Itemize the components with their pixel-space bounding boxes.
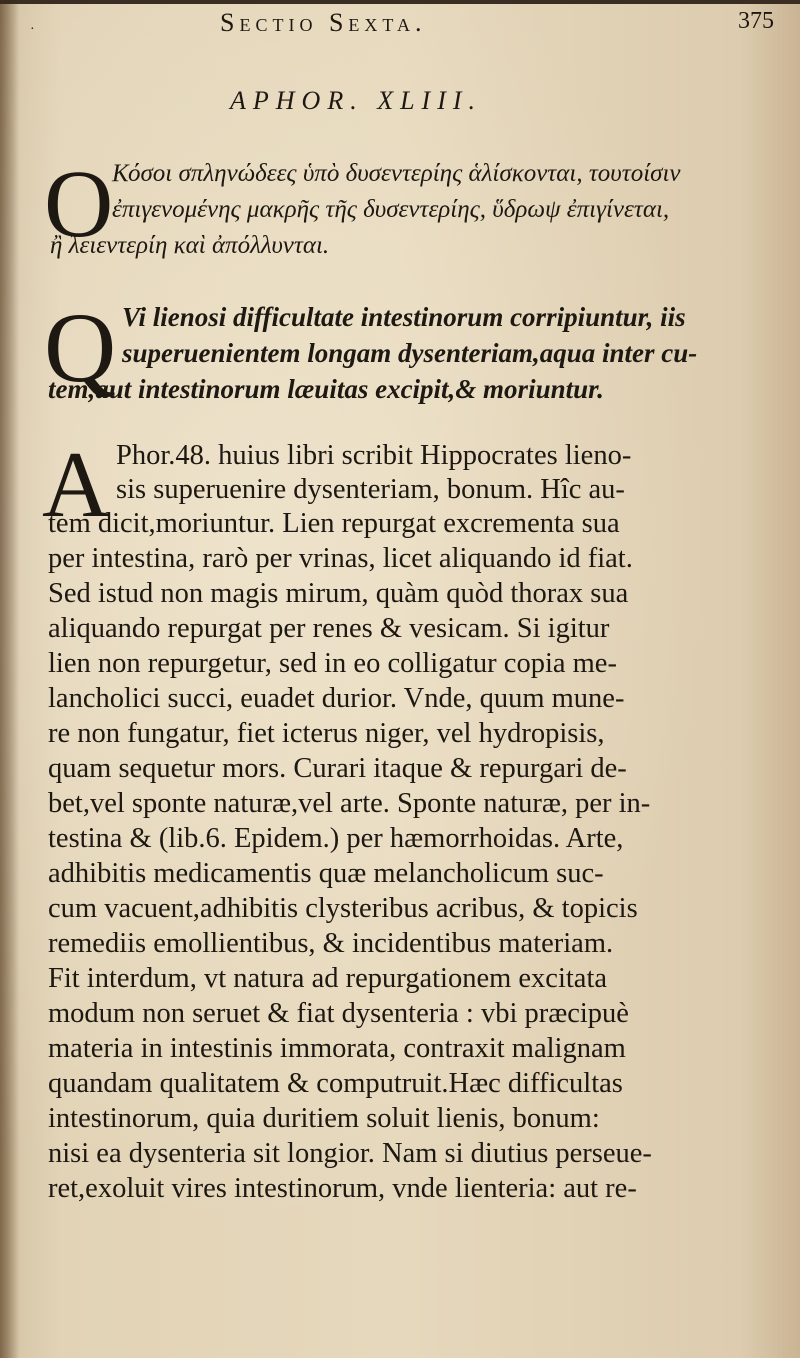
commentary-line: Phor.48. huius libri scribit Hippocrates lieno- <box>116 440 632 471</box>
commentary-line: aliquando repurgat per renes & vesicam. Si igitur <box>48 613 610 644</box>
commentary-line: Sed istud non magis mirum, quàm quòd thorax sua <box>48 578 629 609</box>
latin-line: Vi lienosi difficultate intestinorum corripiuntur, iis <box>122 302 686 332</box>
commentary-line: modum non seruet & fiat dysenteria : vbi præcipuè <box>48 998 629 1029</box>
aphorism-title: APHOR. XLIII. <box>230 86 483 115</box>
commentary-line: materia in intestinis immorata, contraxit malignam <box>48 1033 626 1064</box>
greek-line: Κόσοι σπληνώδεες ὑπὸ δυσεντερίης ἁλίσκονται, τουτοίσιν <box>112 160 681 187</box>
page-number: 375 <box>738 8 774 34</box>
greek-line: ἐπιγενομένης μακρῆς τῆς δυσεντερίης, ὕδρωψ ἐπιγίνεται, <box>112 196 670 223</box>
running-head-mark: · <box>30 22 35 37</box>
running-head-title: Sectio Sexta. <box>220 8 427 37</box>
commentary-line: sis superuenire dysenteriam, bonum. Hîc au- <box>116 474 625 505</box>
commentary-line: bet,vel sponte naturæ,vel arte. Sponte naturæ, per in- <box>48 788 651 819</box>
commentary-line: re non fungatur, fiet icterus niger, vel hydropisis, <box>48 718 605 749</box>
commentary-line: tem dicit,moriuntur. Lien repurgat excrementa sua <box>48 508 620 539</box>
commentary-line: nisi ea dysenteria sit longior. Nam si diutius perseue- <box>48 1138 652 1169</box>
commentary-line: quam sequetur mors. Curari itaque & repurgari de- <box>48 753 627 784</box>
commentary-line: intestinorum, quia duritiem soluit lienis, bonum: <box>48 1103 600 1134</box>
commentary-line: cum vacuent,adhibitis clysteribus acribus, & topicis <box>48 893 638 924</box>
commentary-line: per intestina, rarò per vrinas, licet aliquando id fiat. <box>48 543 633 574</box>
commentary-drop-cap: A <box>42 433 110 537</box>
greek-drop-cap: O <box>44 150 114 257</box>
commentary-line: lien non repurgetur, sed in eo colligatur copia me- <box>48 648 617 679</box>
greek-line: ἢ λειεντερίη καὶ ἀπόλλυνται. <box>50 232 330 259</box>
latin-line: tem,aut intestinorum læuitas excipit,& moriuntur. <box>48 374 604 404</box>
commentary-line: lancholici succi, euadet durior. Vnde, quum mune- <box>48 683 625 714</box>
latin-line: superuenientem longam dysenteriam,aqua inter cu- <box>122 338 698 368</box>
commentary-line: quandam qualitatem & computruit.Hæc difficultas <box>48 1068 623 1099</box>
latin-drop-cap: Q <box>44 292 117 403</box>
commentary-line: testina & (lib.6. Epidem.) per hæmorrhoidas. Arte, <box>48 823 624 854</box>
commentary-line: adhibitis medicamentis quæ melancholicum suc- <box>48 858 604 889</box>
commentary-line: Fit interdum, vt natura ad repurgationem excitata <box>48 963 608 994</box>
commentary-line: ret,exoluit vires intestinorum, vnde lienteria: aut re- <box>48 1173 637 1204</box>
commentary-line: remediis emollientibus, & incidentibus materiam. <box>48 928 614 959</box>
page-top-edge <box>0 0 800 4</box>
gutter-shadow <box>0 0 20 1358</box>
